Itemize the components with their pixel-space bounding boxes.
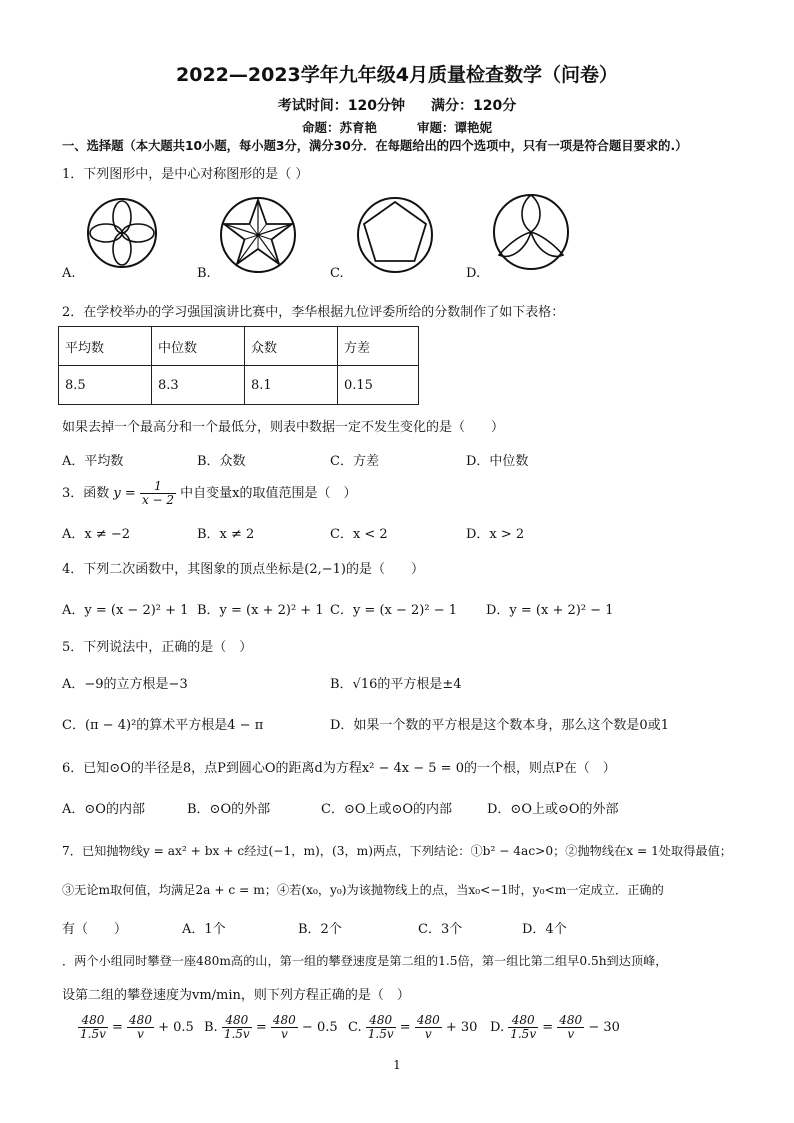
table-header-row: [59, 327, 419, 366]
option-d: D．中位数: [466, 454, 529, 469]
q3-numerator: 1: [140, 480, 176, 494]
numerator: 480: [508, 1014, 538, 1028]
option-c: C．(π − 4)²的算术平方根是4 − π: [62, 718, 264, 733]
fraction: [78, 1014, 108, 1041]
figure-b-star: [219, 196, 297, 274]
denominator: 1.5v: [80, 1027, 106, 1042]
table-row: [59, 366, 419, 405]
table-cell: 8.5: [59, 366, 152, 405]
option-d: D．y = (x + 2)² − 1: [486, 603, 614, 618]
numerator: 480: [416, 1013, 440, 1027]
question-7-line1: 7．已知抛物线y = ax² + bx + c经过(−1，m)，(3，m)两点，下列结论：①b² − 4ac>0；②抛物线在x = 1处取得最值；: [62, 844, 732, 858]
question-6-stem: 6．已知⊙O的半径是8，点P到圆心O的距离d为方程x² − 4x − 5 = 0的一个根，则点P在（ ）: [62, 761, 616, 776]
author: 命题：苏育艳: [301, 120, 377, 135]
figure-a-four-petals: [86, 197, 158, 269]
table-header: 平均数: [59, 327, 152, 366]
figure-a-petal-left: [90, 224, 122, 242]
figure-b-ray: [237, 235, 258, 264]
figure-a-petal-right: [122, 224, 154, 242]
figure-d-petal-left: [499, 232, 531, 256]
page-number: 1: [393, 1058, 401, 1072]
option-c-equation: C. $\frac{480}{1.5v}$ = $\frac{480}{v}$ + 30: [348, 1013, 478, 1042]
tail: + 30: [445, 1020, 478, 1036]
numerator: 480: [366, 1014, 396, 1028]
figure-c-pentagon: [356, 196, 434, 274]
option-c: C．⊙O上或⊙O的内部: [321, 802, 453, 817]
exam-info: [0, 95, 794, 115]
denominator: v: [280, 1027, 288, 1042]
denominator: v: [567, 1027, 575, 1042]
tail: − 0.5: [301, 1020, 338, 1036]
figure-a-petal-top: [113, 201, 131, 233]
question-4-stem: 4．下列二次函数中，其图象的顶点坐标是(2,−1)的是（ ）: [62, 562, 424, 577]
option-label: C.: [348, 1020, 362, 1036]
figure-label-d: D.: [466, 266, 481, 281]
q3-func: y =: [113, 486, 136, 502]
option-d: D．4个: [522, 922, 567, 937]
table-cell: 8.1: [245, 366, 338, 405]
numerator: 480: [129, 1013, 152, 1027]
exam-time: 考试时间：120分钟: [277, 98, 405, 114]
tail: − 30: [588, 1020, 620, 1036]
denominator: v: [137, 1027, 144, 1042]
figure-b-ray: [258, 235, 279, 264]
option-b: B．√16的平方根是±4: [330, 677, 462, 692]
numerator: 480: [222, 1014, 252, 1028]
table-header: 方差: [338, 327, 419, 366]
option-a: A．x ≠ −2: [62, 527, 131, 542]
figure-a-petal-bottom: [113, 233, 131, 265]
full-score: 满分：120分: [431, 98, 517, 114]
q3-fraction: [140, 480, 176, 507]
page-title: 2022—2023学年九年级4月质量检查数学（问卷）: [176, 64, 618, 86]
fraction: [415, 1014, 442, 1041]
fraction: [366, 1014, 396, 1041]
option-c: C．方差: [330, 454, 379, 469]
numerator: 480: [559, 1013, 583, 1027]
option-d: D．如果一个数的平方根是这个数本身，那么这个数是0或1: [330, 718, 669, 733]
numerator: 480: [272, 1013, 296, 1027]
option-a: A．y = (x − 2)² + 1: [62, 603, 189, 618]
question-8-line2: 设第二组的攀登速度为vm/min，则下列方程正确的是（ ）: [62, 988, 410, 1003]
table-cell: 0.15: [338, 366, 419, 405]
question-2-stem: 2．在学校举办的学习强国演讲比赛中，李华根据九位评委所给的分数制作了如下表格：: [62, 305, 565, 320]
option-b: B．y = (x + 2)² + 1: [197, 603, 324, 618]
option-d: D．⊙O上或⊙O的外部: [487, 802, 619, 817]
question-7-line3: 有（ ）: [62, 922, 128, 937]
option-a: A．平均数: [62, 454, 124, 469]
fraction: [508, 1014, 538, 1041]
author-info: [0, 118, 794, 136]
option-label: D.: [490, 1020, 505, 1036]
figure-label-b: B.: [197, 266, 211, 281]
option-c: C．y = (x − 2)² − 1: [330, 603, 457, 618]
option-b: B．2个: [298, 922, 342, 937]
denominator: 1.5v: [367, 1027, 394, 1042]
option-a: A．⊙O的内部: [62, 802, 145, 817]
table-header: 众数: [245, 327, 338, 366]
fraction: [127, 1014, 154, 1041]
option-d-equation: D. $\frac{480}{1.5v}$ = $\frac{480}{v}$ − 30: [490, 1013, 620, 1042]
figure-b-ray: [224, 224, 258, 235]
table-cell: 8.3: [152, 366, 245, 405]
tail: + 0.5: [158, 1020, 194, 1036]
reviewer: 审题：谭艳妮: [417, 120, 493, 135]
option-b: B．⊙O的外部: [187, 802, 271, 817]
option-d: D．x > 2: [466, 527, 525, 542]
question-2-question: 如果去掉一个最高分和一个最低分，则表中数据一定不发生变化的是（ ）: [62, 420, 505, 435]
question-3-stem: [62, 480, 357, 507]
section-heading: 一、选择题（本大题共10小题，每小题3分，满分30分．在每题给出的四个选项中，只有一项是符合题目要求的.）: [62, 139, 688, 153]
question-5-stem: 5．下列说法中，正确的是（ ）: [62, 640, 253, 655]
stats-table: [58, 326, 419, 405]
option-b: B．众数: [197, 454, 246, 469]
option-label: B.: [204, 1020, 218, 1036]
denominator: v: [424, 1027, 432, 1042]
figure-c-pentagon-shape: [364, 202, 426, 261]
option-a: A．−9的立方根是−3: [62, 677, 188, 692]
q3-prefix: 3．函数: [62, 486, 110, 502]
option-a-equation: $\frac{480}{1.5v}$ = $\frac{480}{v}$ + 0.5: [80, 1013, 194, 1042]
q3-suffix: 中自变量x的取值范围是（ ）: [180, 486, 357, 502]
denominator: 1.5v: [510, 1027, 537, 1042]
figure-d-trefoil: [492, 193, 570, 271]
figure-label-a: A.: [62, 266, 76, 281]
question-7-line2: ③无论m取何值，均满足2a + c = m；④若(x₀，y₀)为该抛物线上的点，当x₀<−1时，y₀<m一定成立．正确的: [62, 883, 664, 897]
fraction: [557, 1014, 584, 1041]
denominator: 1.5v: [223, 1027, 250, 1042]
option-b: B．x ≠ 2: [197, 527, 255, 542]
option-b-equation: B. $\frac{480}{1.5v}$ = $\frac{480}{v}$ − 0.5: [204, 1013, 338, 1042]
question-8-line1: ．两个小组同时攀登一座480m高的山，第一组的攀登速度是第二组的1.5倍，第一组比第二组早0.5h到达顶峰，: [62, 954, 668, 968]
figure-label-c: C.: [330, 266, 344, 281]
table-header: 中位数: [152, 327, 245, 366]
option-c: C．3个: [418, 922, 463, 937]
fraction: [271, 1014, 298, 1041]
figure-d-petal-top: [522, 195, 540, 232]
figure-d-petal-right: [531, 232, 563, 256]
numerator: 480: [78, 1014, 108, 1028]
question-1-stem: 1．下列图形中，是中心对称图形的是（ ）: [62, 167, 309, 182]
q3-denominator: x − 2: [141, 493, 175, 508]
option-c: C．x < 2: [330, 527, 388, 542]
fraction: [222, 1014, 252, 1041]
figure-b-ray: [258, 224, 292, 235]
option-a: A．1个: [182, 922, 226, 937]
